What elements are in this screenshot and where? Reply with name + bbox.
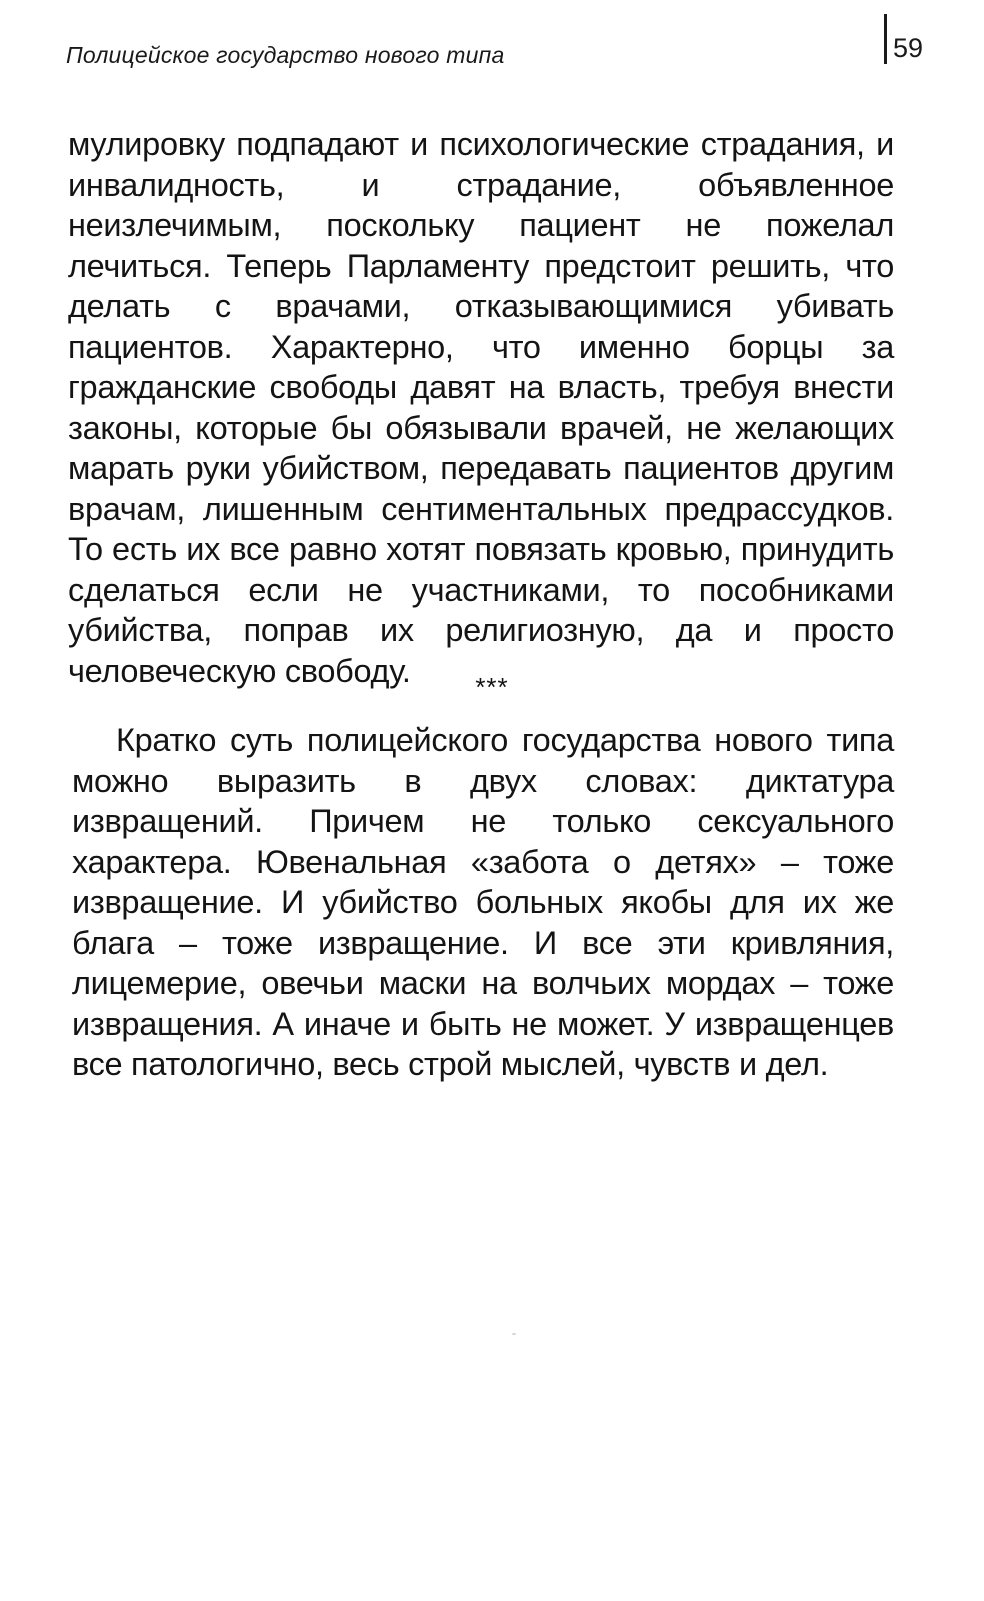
scan-speck — [512, 1333, 516, 1335]
running-title: Полицейское государство нового типа — [66, 42, 505, 68]
page-number: 59 — [893, 33, 924, 63]
paragraph-2: Кратко суть полицейского государства нового типа можно выразить в двух словах: диктатура извращений. Причем не только сексуального характера. Ювенальная «забота о детях» – тоже извращение. И убийство больных якобы для их же блага – тоже извращение. И все эти кривляния, лицемерие, овечьи маски на волчьих мордах – тоже извращения. А иначе и быть не может. У извращенцев все патологично, весь строй мыслей, чувств и дел. — [72, 722, 894, 1082]
paragraph-1: мулировку подпадают и психологические страдания, и инвалидность, и страдание, объявленное неизлечимым, поскольку пациент не пожелал лечиться. Теперь Парламенту предстоит решить, что делать с врачами, отказывающимися убивать пациентов. Характерно, что именно борцы за гражданские свободы давят на власть, требуя внести законы, которые бы обязывали врачей, не желающих марать руки убийством, передавать пациентов другим врачам, лишенным сентиментальных предрассудков. То есть их все равно хотят повязать кровью, принудить сделаться если не участниками, то пособниками убийства, поправ их религиозную, да и просто человеческую свободу. — [68, 126, 894, 689]
section-separator: *** — [475, 672, 509, 702]
header-rule — [884, 14, 887, 64]
